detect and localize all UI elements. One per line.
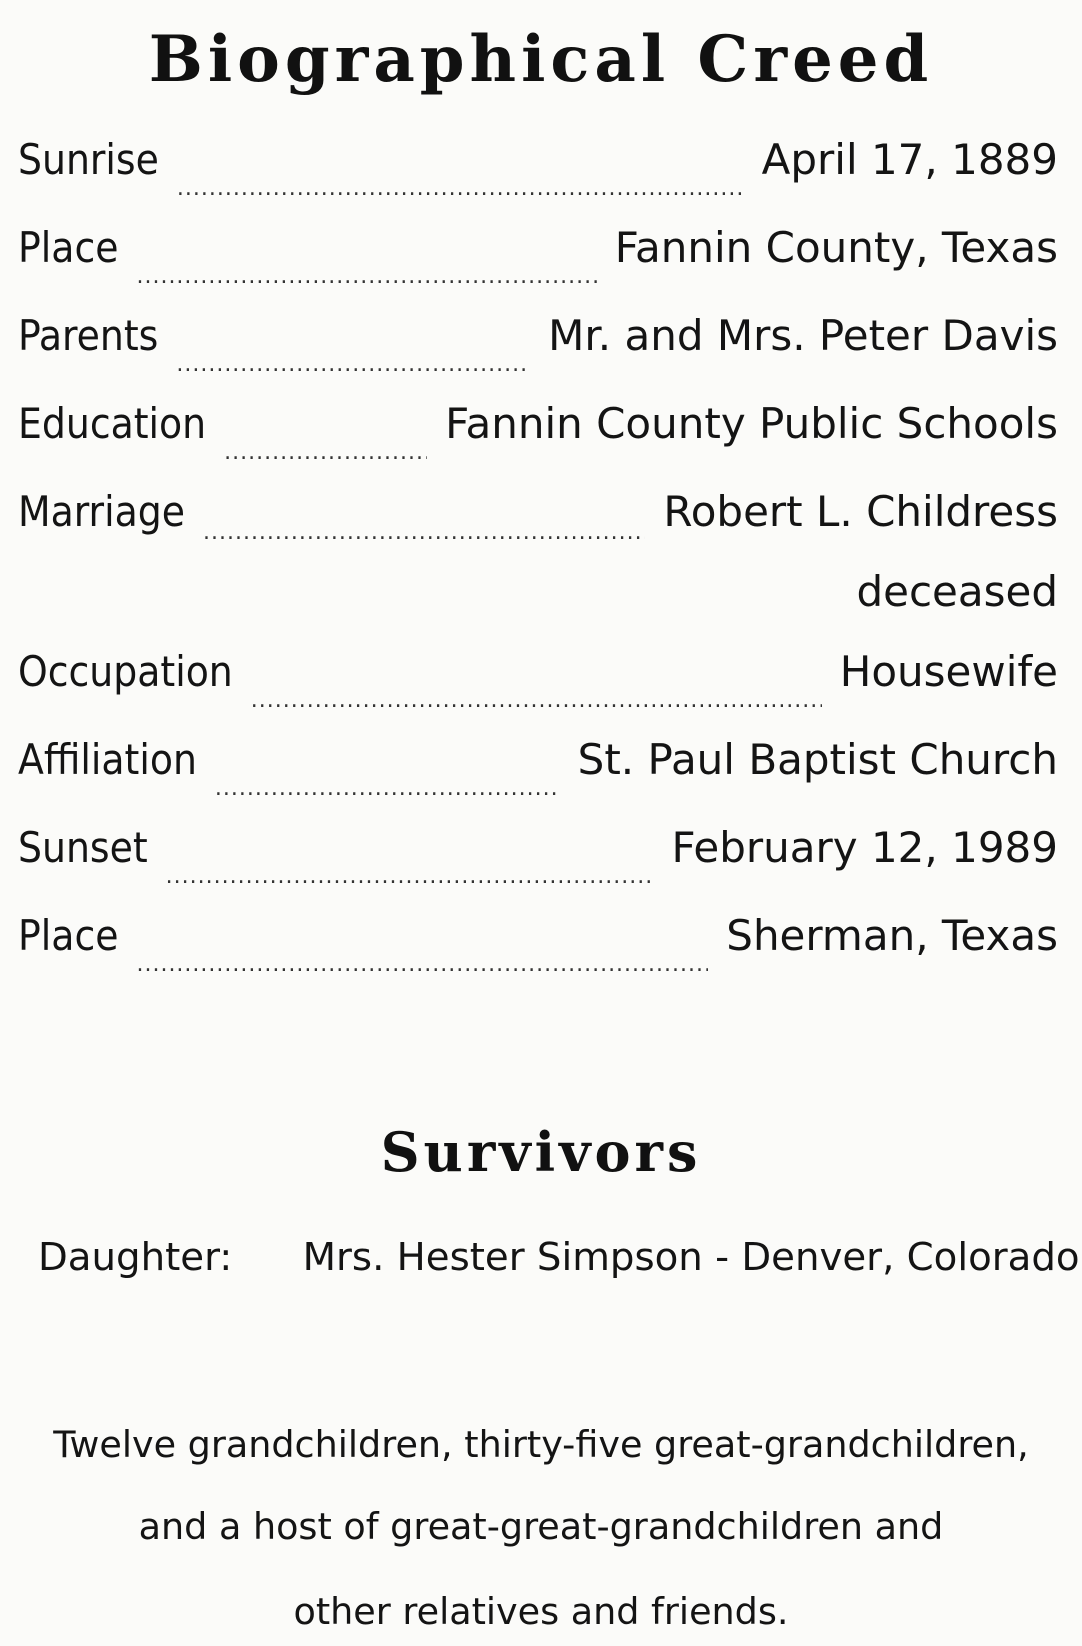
creed-label: Sunset xyxy=(18,823,148,872)
creed-row-birthplace xyxy=(18,223,1058,311)
survivors-heading: Survivors xyxy=(380,1120,702,1184)
creed-label: Affiliation xyxy=(18,735,197,784)
creed-list xyxy=(18,135,1058,999)
creed-label: Sunrise xyxy=(18,135,159,184)
survivors-line: and a host of great-great-grandchildren and xyxy=(138,1505,944,1548)
creed-row-parents xyxy=(18,311,1058,399)
dot-leader xyxy=(215,776,560,801)
creed-value: St. Paul Baptist Church xyxy=(577,735,1058,784)
creed-row-marriage xyxy=(18,487,1058,567)
dot-leader xyxy=(224,440,427,465)
creed-label: Place xyxy=(18,223,119,272)
creed-label: Place xyxy=(18,911,119,960)
creed-row-affiliation xyxy=(18,735,1058,823)
creed-value: April 17, 1889 xyxy=(761,135,1058,184)
dot-leader xyxy=(176,352,530,377)
survivor-relation: Daughter: xyxy=(38,1235,233,1280)
creed-row-sunrise xyxy=(18,135,1058,223)
creed-row-sunset xyxy=(18,823,1058,911)
creed-label: Marriage xyxy=(18,487,185,536)
creed-value: Sherman, Texas xyxy=(726,911,1058,960)
dot-leader xyxy=(251,688,822,713)
creed-value: Fannin County, Texas xyxy=(614,223,1058,272)
dot-leader xyxy=(136,952,708,977)
creed-value: Fannin County Public Schools xyxy=(445,399,1058,448)
dot-leader xyxy=(166,864,654,889)
dot-leader xyxy=(136,264,596,289)
creed-row-occupation xyxy=(18,647,1058,735)
creed-row-marriage-continuation xyxy=(18,567,1058,647)
creed-label: Occupation xyxy=(18,647,233,696)
creed-value-continuation: deceased xyxy=(856,567,1058,616)
creed-value: Mr. and Mrs. Peter Davis xyxy=(548,311,1058,360)
creed-value: Housewife xyxy=(839,647,1058,696)
survivors-line: Twelve grandchildren, thirty-five great-grandchildren, xyxy=(53,1423,1029,1466)
creed-value: Robert L. Childress xyxy=(663,487,1058,536)
survivors-line: other relatives and friends. xyxy=(293,1590,789,1633)
creed-row-death-place xyxy=(18,911,1058,999)
creed-label: Parents xyxy=(18,311,159,360)
survivor-person: Mrs. Hester Simpson - Denver, Colorado xyxy=(302,1235,1080,1280)
survivor-daughter xyxy=(38,1235,1080,1280)
creed-value: February 12, 1989 xyxy=(671,823,1058,872)
dot-leader xyxy=(203,520,645,545)
creed-label: Education xyxy=(18,399,207,448)
creed-row-education xyxy=(18,399,1058,487)
dot-leader xyxy=(177,176,744,201)
page-title: Biographical Creed xyxy=(148,22,934,97)
